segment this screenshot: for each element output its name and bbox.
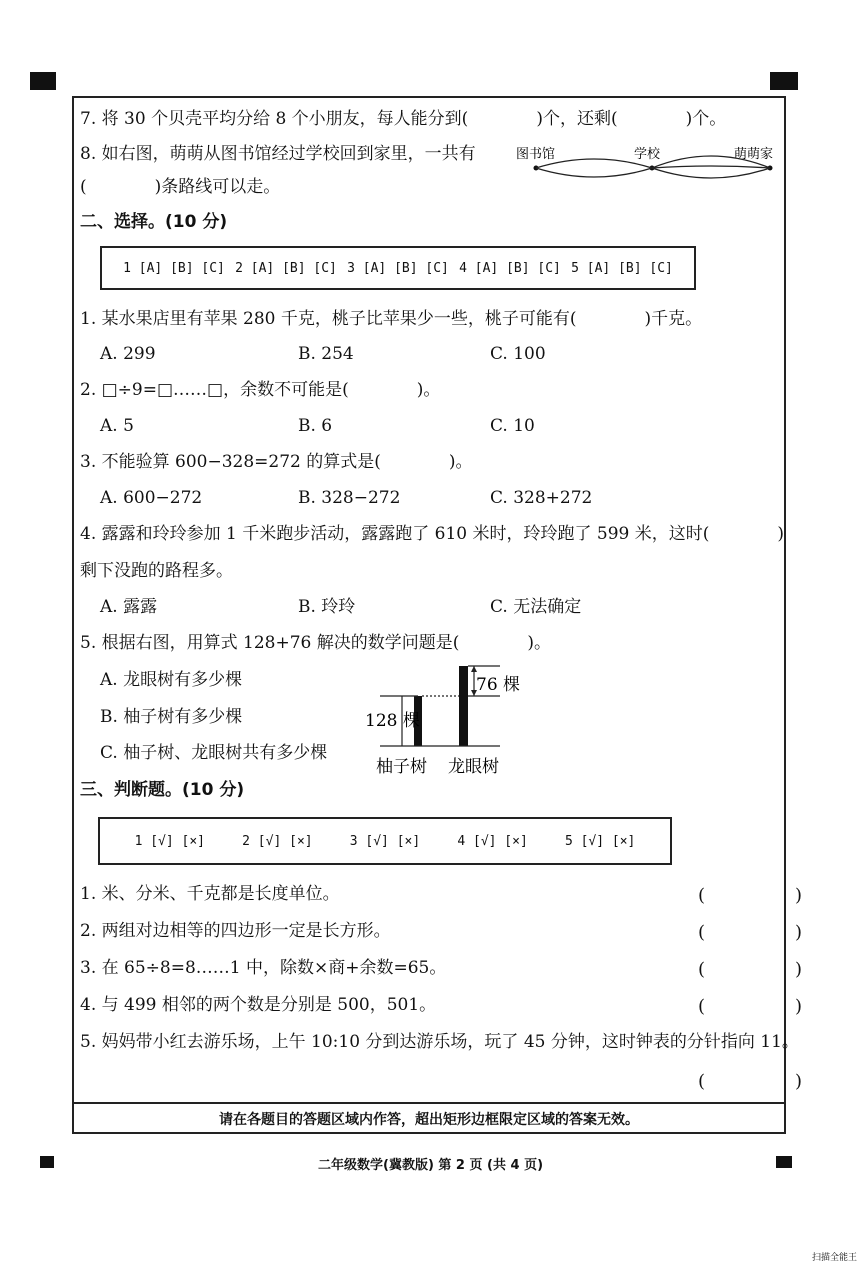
judge-3-answer-blank[interactable]: ( ) [698, 959, 803, 980]
judge-2-answer-blank[interactable]: ( ) [698, 922, 803, 943]
choice-2-option-c: C. 10 [490, 416, 535, 436]
choice-5-option-a: A. 龙眼树有多少棵 [100, 670, 243, 690]
registration-mark-top-left [30, 72, 56, 90]
judge-answer-2[interactable]: 2 [√] [×] [242, 833, 313, 849]
choice-answer-5[interactable]: 5 [A] [B] [C] [571, 260, 673, 276]
label-76: 76 棵 [476, 675, 521, 695]
registration-mark-top-right [770, 72, 798, 90]
choice-4-option-a: A. 露露 [100, 597, 158, 617]
label-home: 萌萌家 [734, 147, 774, 162]
choice-4-stem: 4. 露露和玲玲参加 1 千米跑步活动，露露跑了 610 米时，玲玲跑了 599 米，这时( ) [80, 524, 785, 544]
section-3-title: 三、判断题。(10 分) [80, 780, 245, 800]
choice-1-stem: 1. 某水果店里有苹果 280 千克，桃子比苹果少一些，桃子可能有( )千克。 [80, 309, 703, 329]
judge-answer-3[interactable]: 3 [√] [×] [349, 833, 421, 849]
choice-4-stem-continued: 剩下没跑的路程多。 [80, 561, 233, 581]
judge-5-answer-blank[interactable]: ( ) [698, 1071, 803, 1092]
registration-mark-bottom-right [776, 1156, 792, 1168]
choice-3-option-a: A. 600−272 [100, 488, 203, 508]
choice-5-option-c: C. 柚子树、龙眼树共有多少棵 [100, 743, 328, 763]
choice-5-stem: 5. 根据右图，用算式 128+76 解决的数学问题是( )。 [80, 633, 552, 653]
question-8-line1: 8. 如右图，萌萌从图书馆经过学校回到家里，一共有 [80, 144, 476, 164]
judge-1-answer-blank[interactable]: ( ) [698, 885, 803, 906]
judge-4-answer-blank[interactable]: ( ) [698, 996, 803, 1017]
choice-answer-box [100, 246, 696, 290]
choice-answer-2[interactable]: 2 [A] [B] [C] [235, 260, 337, 276]
choice-answer-1[interactable]: 1 [A] [B] [C] [123, 260, 225, 276]
section-2-title: 二、选择。(10 分) [80, 212, 228, 232]
choice-3-stem: 3. 不能验算 600−328=272 的算式是( )。 [80, 452, 473, 472]
label-yuzu-tree: 柚子树 [376, 757, 427, 777]
judge-answer-box [98, 817, 672, 865]
route-diagram [512, 140, 792, 190]
judge-4: 4. 与 499 相邻的两个数是分别是 500，501。 [80, 995, 437, 1015]
judge-2: 2. 两组对边相等的四边形一定是长方形。 [80, 921, 391, 941]
judge-3: 3. 在 65÷8=8……1 中，除数×商+余数=65。 [80, 958, 447, 978]
label-longan-tree: 龙眼树 [448, 757, 499, 777]
registration-mark-bottom-left [40, 1156, 54, 1168]
question-8-line2: ( )条路线可以走。 [80, 177, 281, 197]
label-school: 学校 [634, 147, 661, 162]
judge-5: 5. 妈妈带小红去游乐场，上午 10:10 分到达游乐场，玩了 45 分钟，这时钟表的分针指向 11。 [80, 1032, 799, 1052]
judge-answer-5[interactable]: 5 [√] [×] [564, 833, 636, 849]
page-footer: 二年级数学(冀教版) 第 2 页 (共 4 页) [318, 1158, 544, 1173]
choice-1-option-b: B. 254 [298, 344, 354, 364]
choice-4-option-c: C. 无法确定 [490, 597, 582, 617]
choice-2-stem: 2. □÷9=□……□，余数不可能是( )。 [80, 380, 441, 400]
choice-2-option-b: B. 6 [298, 416, 333, 436]
tree-bar-diagram [360, 660, 530, 780]
judge-answer-1[interactable]: 1 [√] [×] [134, 833, 206, 849]
choice-answer-4[interactable]: 4 [A] [B] [C] [459, 260, 561, 276]
choice-1-option-a: A. 299 [100, 344, 156, 364]
watermark: 扫描全能王 [812, 1253, 858, 1263]
choice-5-option-b: B. 柚子树有多少棵 [100, 707, 243, 727]
answer-area-note: 请在各题目的答题区域内作答，超出矩形边框限定区域的答案无效。 [72, 1102, 786, 1134]
question-7: 7. 将 30 个贝壳平均分给 8 个小朋友，每人能分到( )个，还剩( )个。 [80, 109, 727, 129]
judge-answer-4[interactable]: 4 [√] [×] [457, 833, 528, 849]
judge-1: 1. 米、分米、千克都是长度单位。 [80, 884, 340, 904]
choice-4-option-b: B. 玲玲 [298, 597, 356, 617]
label-128: 128 棵 [365, 711, 420, 731]
choice-2-option-a: A. 5 [100, 416, 134, 436]
choice-answer-3[interactable]: 3 [A] [B] [C] [347, 260, 449, 276]
label-library: 图书馆 [516, 147, 556, 162]
choice-3-option-c: C. 328+272 [490, 488, 593, 508]
choice-1-option-c: C. 100 [490, 344, 546, 364]
choice-3-option-b: B. 328−272 [298, 488, 401, 508]
